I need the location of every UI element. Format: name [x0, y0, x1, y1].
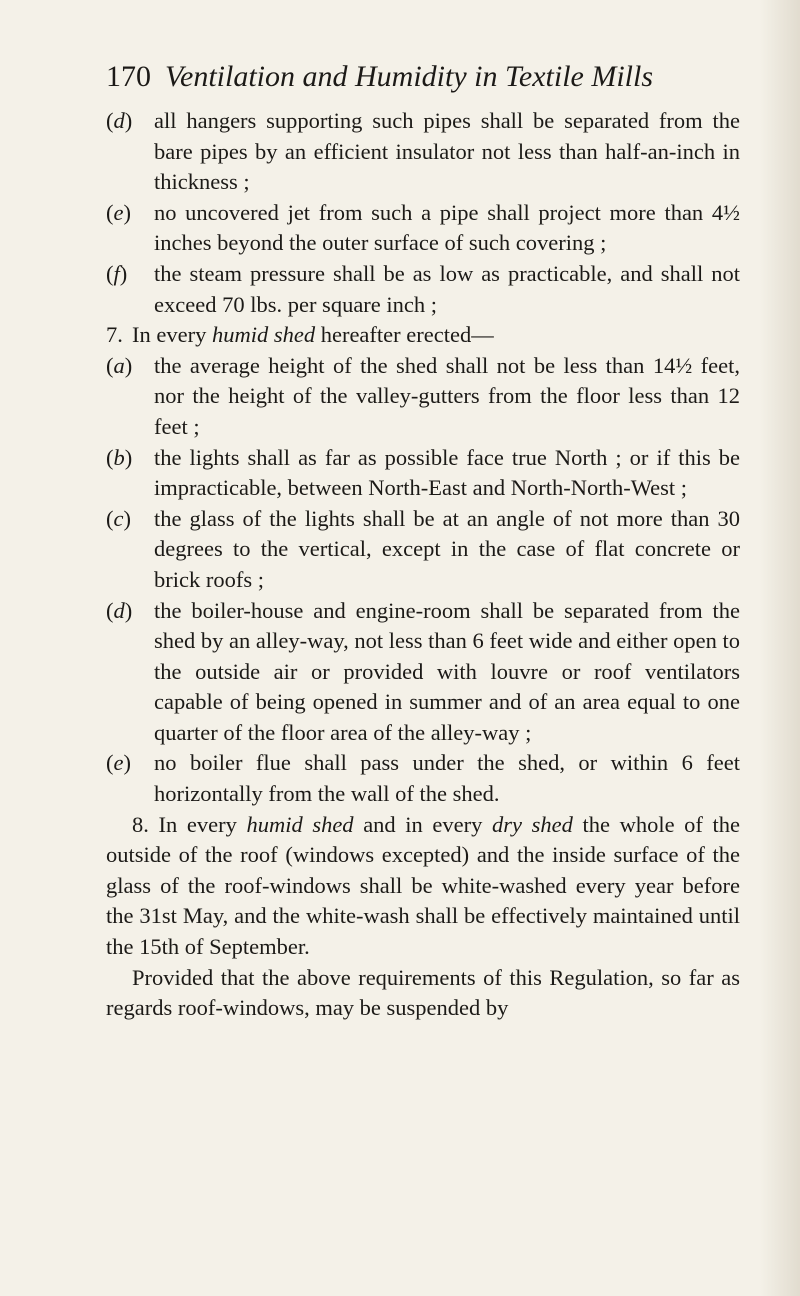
- regulation-8-paragraph: [106, 810, 740, 963]
- list-item: (e) no boiler flue shall pass under the shed, or within 6 feet horizontally from the wall of the shed.: [106, 748, 740, 809]
- page-number: 170: [106, 60, 151, 93]
- item-label: e: [113, 750, 124, 776]
- item-text: no boiler flue shall pass under the shed, or within 6 feet horizontally from the wall of the shed.: [154, 750, 740, 807]
- item-text: the glass of the lights shall be at an angle of not more than 30 degrees to the vertical, except in the case of flat concrete or brick roofs ;: [154, 505, 740, 592]
- regulation-number: 7.: [106, 322, 123, 348]
- regulation-7-heading: [106, 320, 740, 351]
- item-label: a: [113, 352, 125, 378]
- item-text: the boiler-house and engine-room shall be separated from the shed by an alley-way, not less than 6 feet wide and either open to the outside air or provided with louvre or roof ventilators capable of being opened in summer and of an area equal to one quarter of the floor area of the alley-way ;: [154, 597, 740, 745]
- item-label: b: [113, 444, 125, 470]
- item-text: the average height of the shed shall not be less than 14½ feet, nor the height of the valley-gutters from the floor less than 12 feet ;: [154, 352, 740, 439]
- list-item: (d) the boiler-house and engine-room shall be separated from the shed by an alley-way, not less than 6 feet wide and either open to the outside air or provided with louvre or roof ventilators capable of being opened in summer and of an area equal to one quarter of the floor area of the alley-way ;: [106, 596, 740, 749]
- list-item: (e) no uncovered jet from such a pipe shall project more than 4½ inches beyond the outer surface of such covering ;: [106, 198, 740, 259]
- item-text: the lights shall as far as possible face true North ; or if this be impracticable, between North-East and North-North-West ;: [154, 444, 740, 501]
- item-label: e: [113, 199, 124, 225]
- item-text: the steam pressure shall be as low as practicable, and shall not exceed 70 lbs. per square inch ;: [154, 260, 740, 317]
- list-item: (c) the glass of the lights shall be at an angle of not more than 30 degrees to the vertical, except in the case of flat concrete or brick roofs ;: [106, 504, 740, 596]
- item-text: all hangers supporting such pipes shall be separated from the bare pipes by an efficient insulator not less than half-an-inch in thickness ;: [154, 108, 740, 195]
- proviso-paragraph: Provided that the above requirements of this Regulation, so far as regards roof-windows, may be suspended by: [106, 964, 740, 1021]
- list-item: (f) the steam pressure shall be as low as practicable, and shall not exceed 70 lbs. per square inch ;: [106, 259, 740, 320]
- regulation-term: dry shed: [492, 811, 573, 837]
- item-label: d: [113, 108, 125, 133]
- regulation-text: In every: [132, 322, 207, 348]
- list-item: (b) the lights shall as far as possible face true North ; or if this be impracticable, between North-East and North-North-West ;: [106, 443, 740, 504]
- regulation-term: humid shed: [211, 322, 316, 348]
- regulation-text: hereafter erected—: [320, 322, 494, 348]
- item-label: c: [113, 505, 124, 531]
- regulation-number: 8.: [132, 811, 149, 837]
- list-item: (d) all hangers supporting such pipes shall be separated from the bare pipes by an efficient insulator not less than half-an-inch in thickness ;: [106, 106, 740, 198]
- running-title: Ventilation and Humidity in Textile Mills: [165, 60, 654, 93]
- regulation-text: and in every: [363, 811, 483, 837]
- regulation-text: the whole of the outside of the roof (windows excepted) and the inside surface of the glass of the roof-windows shall be white-washed every year before the 31st May, and the white-wash shall be effectively maintained until the 15th of September.: [106, 811, 741, 960]
- body-text: [106, 106, 740, 1024]
- running-header: [106, 60, 740, 94]
- item-label: f: [113, 260, 120, 286]
- list-item: (a) the average height of the shed shall not be less than 14½ feet, nor the height of the valley-gutters from the floor less than 12 feet ;: [106, 351, 740, 443]
- item-label: d: [113, 597, 125, 623]
- regulation-term: humid shed: [246, 811, 354, 837]
- regulation-text: In every: [158, 811, 237, 837]
- item-text: no uncovered jet from such a pipe shall project more than 4½ inches beyond the outer surface of such covering ;: [154, 199, 740, 256]
